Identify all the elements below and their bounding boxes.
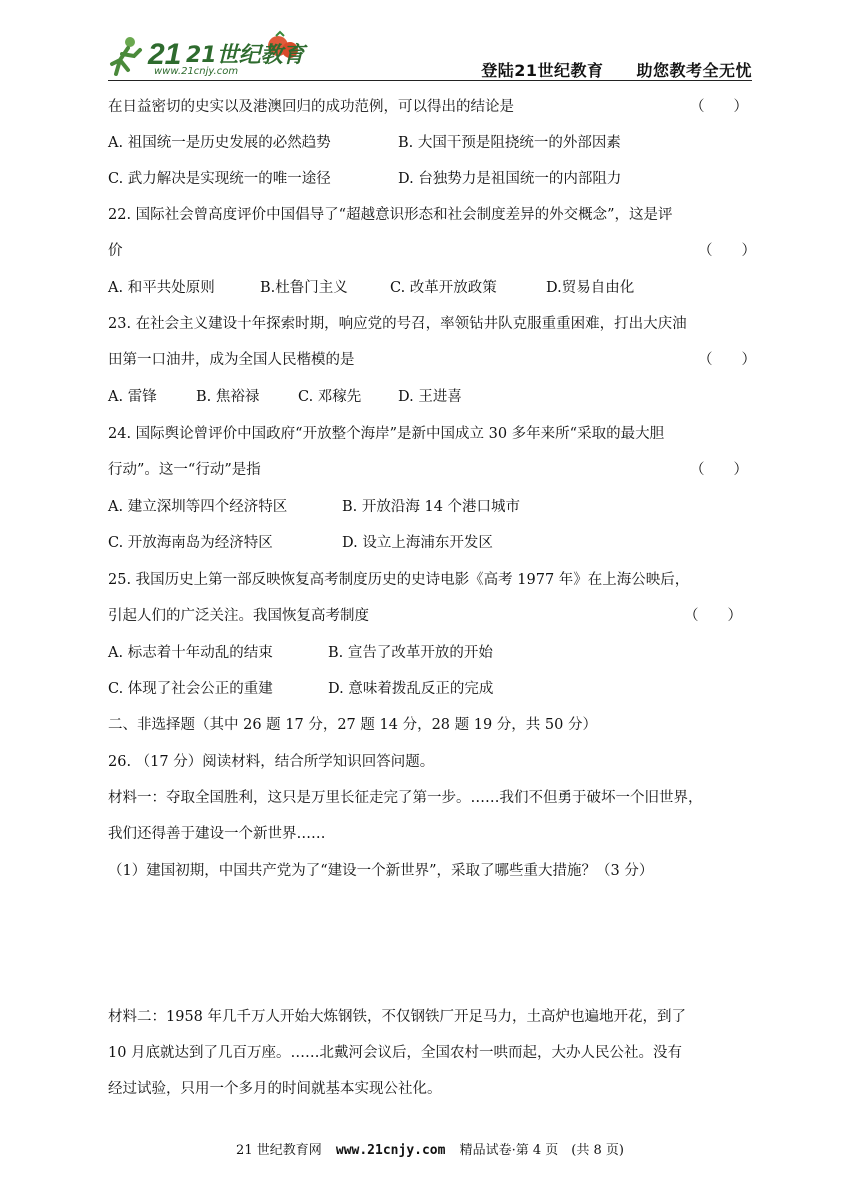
site-logo[interactable] [108, 30, 308, 80]
footer-url-link[interactable]: www.21cnjy.com [335, 1143, 446, 1158]
q25-option-b: B. 宣告了改革开放的开始 [328, 645, 493, 661]
q22-option-d: D.贸易自由化 [546, 280, 635, 296]
material2-line1: 材料二：1958 年几千万人开始大炼钢铁，不仅钢铁厂开足马力，土高炉也遍地开花，到了 [108, 1009, 687, 1025]
q23-option-a: A. 雷锋 [108, 389, 157, 405]
q24-stem-line2 [108, 459, 752, 481]
logo-url: www.21cnjy.com [154, 66, 239, 77]
material1-line1: 材料一：夺取全国胜利，这只是万里长征走完了第一步。……我们不但勇于破坏一个旧世界， [108, 790, 703, 806]
page-header [108, 30, 752, 82]
footer-page-info: 精品试卷·第 4 页 (共 8 页) [459, 1143, 624, 1158]
q23-stem-line1: 23. 在社会主义建设十年探索时期，响应党的号召，率领钻井队克服重重困难，打出大庆油 [108, 316, 687, 332]
q21-option-c: C. 武力解决是实现统一的唯一途径 [108, 171, 331, 187]
q24-stem-end: 行动”。这一“行动”是指 [108, 462, 261, 478]
q25-option-a: A. 标志着十年动乱的结束 [108, 645, 273, 661]
q26-stem: 26. （17 分）阅读材料，结合所学知识回答问题。 [108, 754, 435, 770]
q24-option-d: D. 设立上海浦东开发区 [342, 535, 493, 551]
q21-stem-line [108, 96, 752, 118]
q22-option-b: B.杜鲁门主义 [260, 280, 348, 296]
q21-answer-paren: （ ） [690, 99, 748, 115]
q22-answer-paren: （ ） [698, 243, 756, 259]
svg-text:21: 21 [148, 38, 182, 71]
q24-answer-paren: （ ） [690, 462, 748, 478]
q24-stem-line1: 24. 国际舆论曾评价中国政府“开放整个海岸”是新中国成立 30 多年来所“采取的最大胆 [108, 426, 665, 442]
footer-site: 21 世纪教育网 [236, 1143, 322, 1158]
material2-line2: 10 月底就达到了几百万座。……北戴河会议后，全国农村一哄而起，大办人民公社。没有 [108, 1045, 683, 1061]
q23-option-b: B. 焦裕禄 [196, 389, 260, 405]
q23-option-d: D. 王进喜 [398, 389, 462, 405]
q24-option-b: B. 开放沿海 14 个港口城市 [342, 499, 521, 515]
logo-title: 21世纪教育 [186, 43, 305, 68]
q21-options-row1 [108, 132, 752, 154]
section2-heading: 二、非选择题（其中 26 题 17 分，27 题 14 分，28 题 19 分，共 50 分） [108, 717, 597, 733]
q25-options-row1 [108, 642, 752, 664]
q24-options-row1 [108, 496, 752, 518]
q23-answer-paren: （ ） [698, 352, 756, 368]
q22-option-a: A. 和平共处原则 [108, 280, 215, 296]
q25-options-row2 [108, 678, 752, 700]
header-divider [108, 80, 752, 81]
q24-option-c: C. 开放海南岛为经济特区 [108, 535, 273, 551]
material2-line3: 经过试验，只用一个多月的时间就基本实现公社化。 [108, 1081, 442, 1097]
q23-stem-line2 [108, 349, 756, 371]
q21-stem: 在日益密切的史实以及港澳回归的成功范例，可以得出的结论是 [108, 99, 514, 115]
q22-stem-line1: 22. 国际社会曾高度评价中国倡导了“超越意识形态和社会制度差异的外交概念”，这是评 [108, 207, 673, 223]
q21-option-a: A. 祖国统一是历史发展的必然趋势 [108, 135, 331, 151]
q22-options [108, 277, 752, 299]
q21-options-row2 [108, 168, 752, 190]
q22-option-c: C. 改革开放政策 [390, 280, 497, 296]
q25-option-d: D. 意味着拨乱反正的完成 [328, 681, 494, 697]
q22-stem-line2 [108, 240, 756, 262]
q21-option-d: D. 台独势力是祖国统一的内部阻力 [398, 171, 622, 187]
q26-subquestion-1: （1）建国初期，中国共产党为了“建设一个新世界”，采取了哪些重大措施？（3 分） [108, 863, 654, 879]
q25-option-c: C. 体现了社会公正的重建 [108, 681, 273, 697]
q25-stem-line2 [108, 605, 752, 627]
q23-options [108, 386, 752, 408]
q21-option-b: B. 大国干预是阻挠统一的外部因素 [398, 135, 621, 151]
q24-option-a: A. 建立深圳等四个经济特区 [108, 499, 288, 515]
q25-stem-line1: 25. 我国历史上第一部反映恢复高考制度历史的史诗电影《高考 1977 年》在上海公映后， [108, 572, 690, 588]
q22-stem-end: 价 [108, 243, 123, 259]
header-slogan: 登陆21世纪教育 助您教考全无忧 [481, 61, 752, 80]
page-footer [0, 1139, 860, 1158]
q23-stem-end: 田第一口油井，成为全国人民楷模的是 [108, 352, 355, 368]
q25-stem-end: 引起人们的广泛关注。我国恢复高考制度 [108, 608, 369, 624]
material1-line2: 我们还得善于建设一个新世界…… [108, 826, 326, 842]
q24-options-row2 [108, 532, 752, 554]
q25-answer-paren: （ ） [684, 608, 742, 624]
q23-option-c: C. 邓稼先 [298, 389, 362, 405]
